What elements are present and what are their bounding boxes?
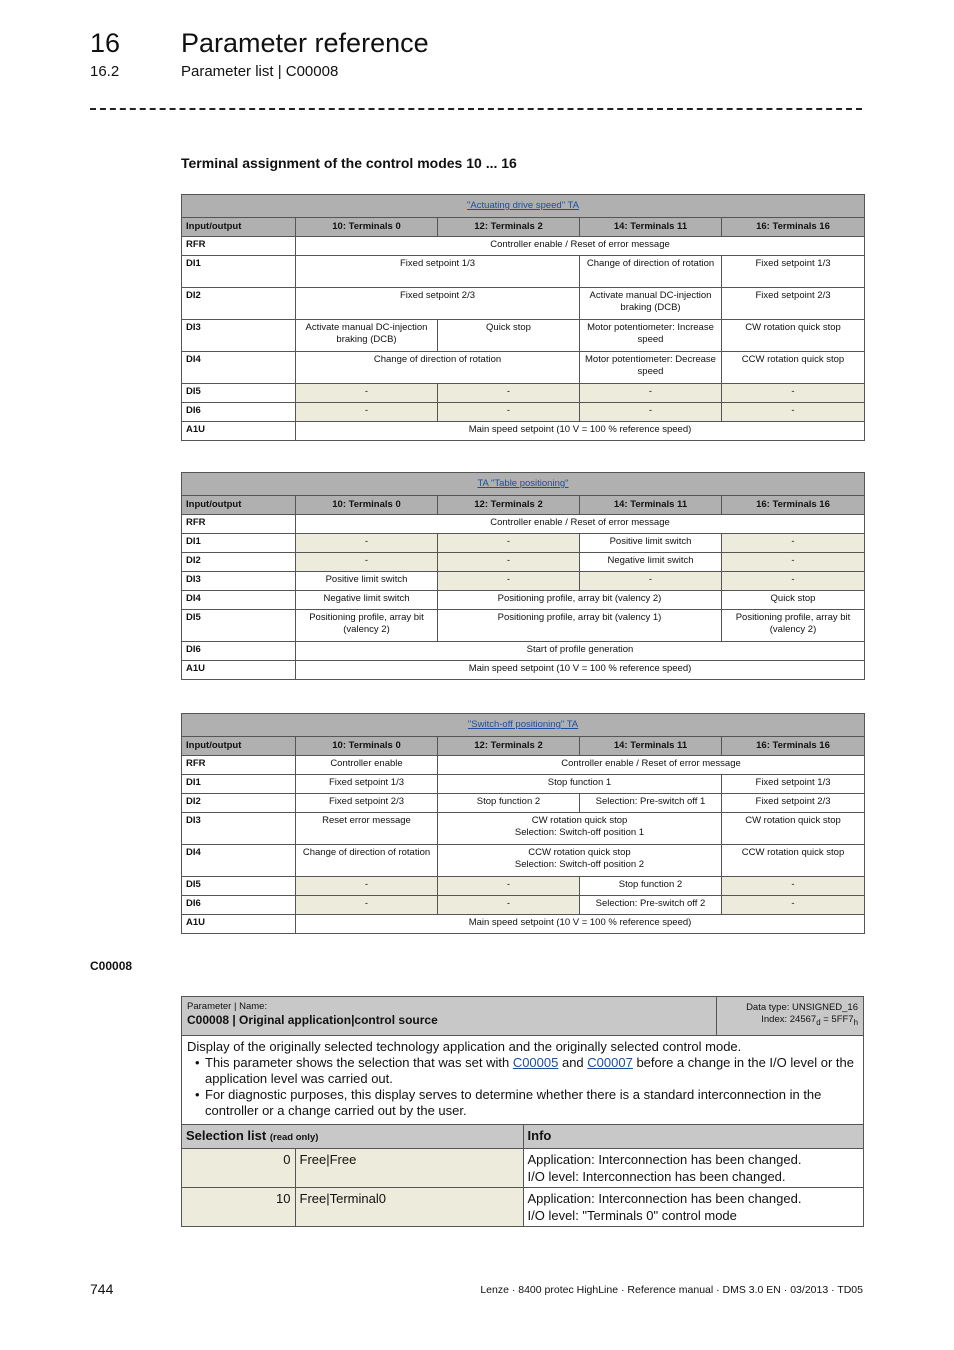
table-cell: -	[296, 384, 438, 403]
cell-line: Selection: Switch-off position 1	[514, 827, 645, 838]
column-header: 16: Terminals 16	[722, 737, 865, 756]
row-label: DI1	[182, 256, 296, 288]
table-cell: -	[722, 877, 865, 896]
table-cell: -	[438, 384, 580, 403]
table-cell: Fixed setpoint 1/3	[722, 256, 865, 288]
column-header: 10: Terminals 0	[296, 737, 438, 756]
link-c00007[interactable]: C00007	[587, 1055, 633, 1070]
table-cell: Main speed setpoint (10 V = 100 % reference speed)	[296, 422, 865, 441]
table-cell: -	[580, 572, 722, 591]
table-cell: Fixed setpoint 2/3	[296, 794, 438, 813]
row-label: DI4	[182, 352, 296, 384]
option-info: Application: Interconnection has been changed. I/O level: "Terminals 0" control mode	[523, 1188, 863, 1227]
actuating-drive-speed-table	[181, 194, 865, 441]
description-list	[187, 1055, 858, 1119]
data-type: Data type: UNSIGNED_16	[746, 1002, 858, 1013]
table-cell: Quick stop	[438, 320, 580, 352]
table-cell: -	[438, 877, 580, 896]
table-cell: -	[722, 534, 865, 553]
switch-off-positioning-table	[181, 713, 865, 934]
column-header: 16: Terminals 16	[722, 496, 865, 515]
table-cell: Fixed setpoint 2/3	[722, 288, 865, 320]
table-cell: -	[580, 384, 722, 403]
column-header: 12: Terminals 2	[438, 496, 580, 515]
row-label: DI5	[182, 384, 296, 403]
table-cell: Controller enable	[296, 756, 438, 775]
option-name: Free|Free	[295, 1149, 523, 1188]
row-label: DI3	[182, 572, 296, 591]
column-header: 14: Terminals 11	[580, 218, 722, 237]
table-cell: Selection: Pre-switch off 2	[580, 896, 722, 915]
column-header: 10: Terminals 0	[296, 496, 438, 515]
table-cell: CCW rotation quick stop	[722, 352, 865, 384]
cell-line: CCW rotation quick stop	[528, 847, 631, 858]
parameter-name: C00008 | Original application|control source	[187, 1013, 438, 1027]
table-cell: Positioning profile, array bit (valency 2)	[722, 610, 865, 642]
chapter-title: Parameter reference	[181, 28, 429, 58]
header-divider	[90, 108, 862, 110]
table-cell: Selection: Pre-switch off 1	[580, 794, 722, 813]
footer-text: Lenze · 8400 protec HighLine · Reference manual · DMS 3.0 EN · 03/2013 · TD05	[480, 1284, 863, 1296]
row-label: DI5	[182, 610, 296, 642]
parameter-index: Index: $24567_d = 5FF7_h$	[761, 1014, 858, 1027]
caption-link[interactable]: TA "Table positioning"	[477, 478, 569, 489]
table-cell: Motor potentiometer: Decrease speed	[580, 352, 722, 384]
table-row	[182, 1188, 863, 1227]
page-number: 744	[90, 1281, 114, 1297]
list-item: • For diagnostic purposes, this display serves to determine whether there is a standard interconnection in the controller or a change carried out by the user.	[205, 1087, 858, 1119]
list-item: • This parameter shows the selection that was set with C00005 and C00007 before a change in the I/O level or the application level was carried out.	[205, 1055, 858, 1087]
parameter-code-label: C00008	[90, 959, 133, 973]
table-cell: Reset error message	[296, 813, 438, 845]
table-cell: -	[296, 403, 438, 422]
row-label: A1U	[182, 422, 296, 441]
row-label: RFR	[182, 237, 296, 256]
table-cell: Fixed setpoint 1/3	[722, 775, 865, 794]
column-header: 10: Terminals 0	[296, 218, 438, 237]
terminal-assignment-heading: Terminal assignment of the control modes 10 ... 16	[181, 155, 517, 171]
table-cell: -	[296, 534, 438, 553]
table-cell: Controller enable / Reset of error message	[296, 237, 865, 256]
row-label: DI3	[182, 320, 296, 352]
table-cell: Positioning profile, array bit (valency 1)	[438, 610, 722, 642]
parameter-name-label: Parameter | Name:	[187, 1001, 268, 1012]
table-cell: -	[722, 896, 865, 915]
option-value: 0	[182, 1149, 295, 1188]
table-cell: -	[438, 553, 580, 572]
table-cell: Main speed setpoint (10 V = 100 % reference speed)	[296, 661, 865, 680]
link-c00005[interactable]: C00005	[512, 1055, 559, 1070]
column-header: Input/output	[182, 737, 296, 756]
row-label: DI6	[182, 642, 296, 661]
table-cell: CCW rotation quick stop	[722, 845, 865, 877]
row-label: DI2	[182, 794, 296, 813]
table-cell: Negative limit switch	[296, 591, 438, 610]
selection-list-header: Selection list (read only)	[182, 1125, 523, 1149]
table-cell: Fixed setpoint 2/3	[722, 794, 865, 813]
table-cell: Fixed setpoint 1/3	[296, 256, 580, 288]
row-label: DI5	[182, 877, 296, 896]
table-cell: Positioning profile, array bit (valency 2)	[296, 610, 438, 642]
section-number: 16.2	[90, 63, 120, 80]
row-label: RFR	[182, 515, 296, 534]
option-value: 10	[182, 1188, 295, 1227]
table-cell: -	[296, 553, 438, 572]
column-header: 12: Terminals 2	[438, 737, 580, 756]
selection-list-table	[182, 1124, 863, 1226]
table-cell: -	[296, 896, 438, 915]
column-header: 12: Terminals 2	[438, 218, 580, 237]
table-cell	[438, 845, 722, 877]
row-label: A1U	[182, 915, 296, 934]
table-cell: Main speed setpoint (10 V = 100 % reference speed)	[296, 915, 865, 934]
chapter-number: 16	[90, 28, 121, 58]
table-cell: -	[722, 384, 865, 403]
table-cell: Activate manual DC-injection braking (DCB)	[296, 320, 438, 352]
table-cell: Positioning profile, array bit (valency 2)	[438, 591, 722, 610]
table-cell: Positive limit switch	[296, 572, 438, 591]
row-label: DI4	[182, 591, 296, 610]
table-cell: CW rotation quick stop	[722, 320, 865, 352]
row-label: DI6	[182, 403, 296, 422]
table-cell: Negative limit switch	[580, 553, 722, 572]
table-row	[182, 1149, 863, 1188]
row-label: DI6	[182, 896, 296, 915]
table-cell: Activate manual DC-injection braking (DCB)	[580, 288, 722, 320]
table-cell: Stop function 2	[580, 877, 722, 896]
table-cell: -	[438, 572, 580, 591]
row-label: DI2	[182, 288, 296, 320]
row-label: A1U	[182, 661, 296, 680]
table-cell: Controller enable / Reset of error message	[296, 515, 865, 534]
row-label: DI3	[182, 813, 296, 845]
table-cell: Positive limit switch	[580, 534, 722, 553]
option-name: Free|Terminal0	[295, 1188, 523, 1227]
caption-link[interactable]: "Actuating drive speed" TA	[466, 200, 579, 211]
table-cell: Change of direction of rotation	[296, 845, 438, 877]
table-cell: -	[722, 553, 865, 572]
column-header: Input/output	[182, 496, 296, 515]
row-label: DI1	[182, 775, 296, 794]
table-cell: -	[438, 896, 580, 915]
table-cell: Controller enable / Reset of error message	[438, 756, 865, 775]
info-header: Info	[523, 1125, 863, 1149]
column-header: 14: Terminals 11	[580, 737, 722, 756]
table-cell	[438, 813, 722, 845]
table-cell: Fixed setpoint 2/3	[296, 288, 580, 320]
table-cell: Fixed setpoint 1/3	[296, 775, 438, 794]
cell-line: CW rotation quick stop	[531, 815, 628, 826]
parameter-box	[181, 996, 864, 1227]
table-cell: -	[722, 403, 865, 422]
caption-link[interactable]: "Switch-off positioning" TA	[467, 719, 579, 730]
row-label: DI4	[182, 845, 296, 877]
table-cell: -	[296, 877, 438, 896]
row-label: DI1	[182, 534, 296, 553]
column-header: Input/output	[182, 218, 296, 237]
cell-line: Selection: Switch-off position 2	[514, 859, 645, 870]
table-cell: -	[722, 572, 865, 591]
description-text: Display of the originally selected technology application and the originally selected control mode.	[187, 1039, 742, 1054]
table-cell: Change of direction of rotation	[296, 352, 580, 384]
table-cell: -	[438, 534, 580, 553]
table-cell: -	[438, 403, 580, 422]
table-cell: Stop function 1	[438, 775, 722, 794]
table-cell: Start of profile generation	[296, 642, 865, 661]
column-header: 14: Terminals 11	[580, 496, 722, 515]
table-positioning-table	[181, 472, 865, 680]
option-info: Application: Interconnection has been changed. I/O level: Interconnection has been changed.	[523, 1149, 863, 1188]
table-cell: Motor potentiometer: Increase speed	[580, 320, 722, 352]
table-cell: -	[580, 403, 722, 422]
row-label: RFR	[182, 756, 296, 775]
section-title: Parameter list | C00008	[181, 63, 339, 80]
table-cell: Change of direction of rotation	[580, 256, 722, 288]
row-label: DI2	[182, 553, 296, 572]
table-cell: Stop function 2	[438, 794, 580, 813]
parameter-header	[182, 997, 863, 1036]
table-cell: CW rotation quick stop	[722, 813, 865, 845]
table-cell: Quick stop	[722, 591, 865, 610]
column-header: 16: Terminals 16	[722, 218, 865, 237]
parameter-description	[182, 1036, 863, 1124]
